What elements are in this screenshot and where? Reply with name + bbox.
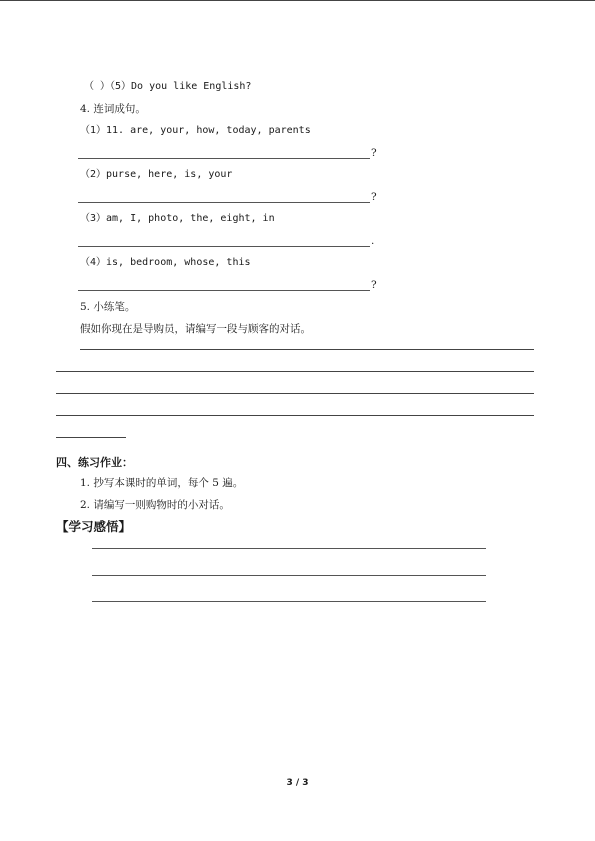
writing-line-3[interactable] [56, 393, 534, 394]
reorder-prompt-3: （3）am, I, photo, the, eight, in [80, 213, 275, 224]
answer-end-mark-1: ? [371, 147, 377, 159]
reorder-prompt-4: （4）is, bedroom, whose, this [80, 257, 251, 268]
section-5-instruction: 假如你现在是导购员，请编写一段与顾客的对话。 [80, 323, 311, 335]
writing-line-4[interactable] [56, 415, 534, 416]
reorder-prompt-2: （2）purse, here, is, your [80, 169, 233, 180]
section-5-title: 5. 小练笔。 [80, 301, 136, 313]
writing-line-5[interactable] [56, 437, 126, 438]
answer-line-1[interactable] [78, 158, 370, 159]
homework-item-1: 1. 抄写本课时的单词，每个 5 遍。 [80, 477, 244, 489]
header-rule [0, 0, 595, 1]
question-5-item: （ ）（5）Do you like English? [84, 81, 252, 92]
reflection-title: 【学习感悟】 [56, 519, 132, 534]
answer-line-2[interactable] [78, 202, 370, 203]
homework-item-2: 2. 请编写一则购物时的小对话。 [80, 499, 230, 511]
answer-end-mark-3: . [371, 235, 375, 247]
writing-line-2[interactable] [56, 371, 534, 372]
answer-line-4[interactable] [78, 290, 370, 291]
reorder-prompt-1: （1）11. are, your, how, today, parents [80, 125, 311, 136]
section-4-title: 4. 连词成句。 [80, 103, 146, 115]
answer-end-mark-2: ? [371, 191, 377, 203]
reflection-line-1[interactable] [92, 548, 486, 549]
reflection-line-2[interactable] [92, 575, 486, 576]
homework-title: 四、练习作业： [56, 456, 133, 469]
reflection-line-3[interactable] [92, 601, 486, 602]
answer-end-mark-4: ? [371, 279, 377, 291]
writing-line-1[interactable] [80, 349, 534, 350]
page-number: 3 / 3 [286, 778, 309, 788]
answer-line-3[interactable] [78, 246, 370, 247]
